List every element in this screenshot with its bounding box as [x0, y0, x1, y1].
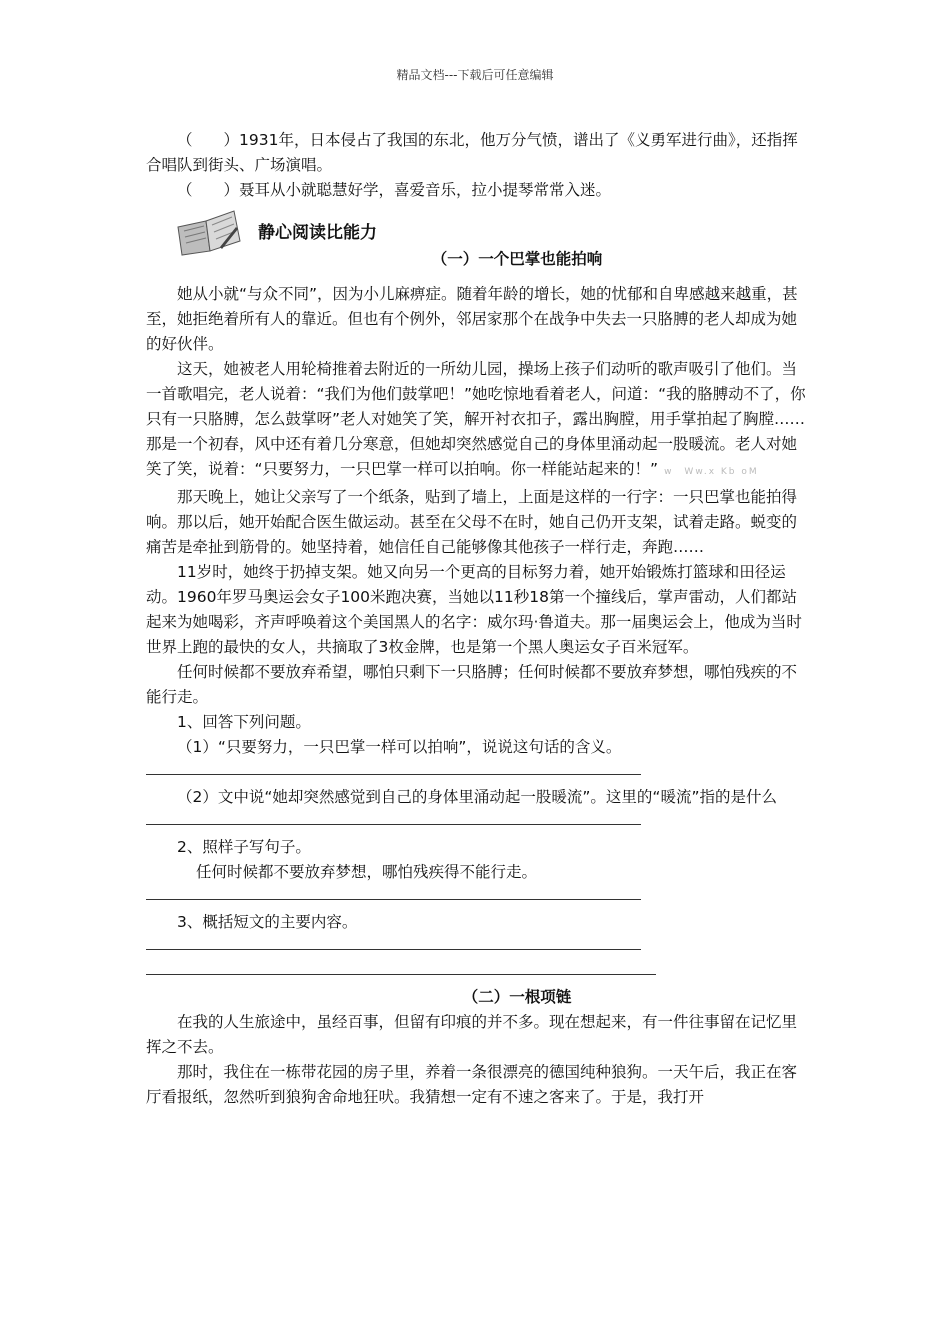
document-body	[146, 128, 808, 1110]
paragraph: 那时，我住在一栋带花园的房子里，养着一条很漂亮的德国纯种狼狗。一天午后，我正在客厅看报纸，忽然听到狼狗舍命地狂吠。我猜想一定有不速之客来了。于是，我打开	[146, 1063, 798, 1106]
paragraph: 她从小就“与众不同”，因为小儿麻痹症。随着年龄的增长，她的忧郁和自卑感越来越重，甚至，她拒绝着所有人的靠近。但也有个例外，邻居家那个在战争中失去一只胳膊的老人却成为她的好伙伴。	[146, 285, 798, 353]
section-heading	[146, 207, 808, 257]
questions	[146, 710, 808, 975]
question-1-1: （1）“只要努力，一只巴掌一样可以拍响”，说说这句话的含义。	[177, 738, 622, 756]
answer-paren[interactable]: （ ）	[177, 181, 240, 199]
answer-line[interactable]	[146, 810, 641, 825]
question-2-title: 2、照样子写句子。	[177, 838, 311, 856]
intro-item-text: 1931年，日本侵占了我国的东北，他万分气愤，谱出了《义勇军进行曲》，还指挥合唱队到街头、广场演唱。	[146, 131, 798, 174]
paragraph	[146, 357, 808, 485]
intro-item-2	[146, 178, 808, 203]
passage-1-title: （一）一个巴掌也能拍响	[431, 250, 603, 268]
question-2-example: 任何时候都不要放弃梦想，哪怕残疾得不能行走。	[196, 863, 538, 881]
answer-line[interactable]	[146, 760, 641, 775]
question-1-title: 1、回答下列问题。	[177, 713, 311, 731]
paragraph-text: 这天，她被老人用轮椅推着去附近的一所幼儿园，操场上孩子们动听的歌声吸引了他们。当一首歌唱完，老人说着：“我们为他们鼓掌吧！”她吃惊地看着老人，问道：“我的胳膊动不了，你只有一只胳膊，怎么鼓掌呀”老人对她笑了笑，解开衬衣扣子，露出胸膛，用手掌拍起了胸膛……那是一个初春，风中还有着几分寒意，但她却突然感觉自己的身体里涌动起一股暖流。老人对她笑了笑，说着：“只要努力，一只巴掌一样可以拍响。你一样能站起来的！”	[146, 360, 806, 478]
answer-line[interactable]	[146, 885, 641, 900]
paragraph: 那天晚上，她让父亲写了一个纸条，贴到了墙上，上面是这样的一行字：一只巴掌也能拍得响。那以后，她开始配合医生做运动。甚至在父母不在时，她自己仍开支架，试着走路。蜕变的痛苦是牵扯到筋骨的。她坚持着，她信任自己能够像其他孩子一样行走，奔跑……	[146, 488, 798, 556]
watermark: w Ww.x Kb oM	[664, 467, 759, 477]
intro-item-text: 聂耳从小就聪慧好学，喜爱音乐，拉小提琴常常入迷。	[239, 181, 612, 199]
paragraph: 任何时候都不要放弃希望，哪怕只剩下一只胳膊；任何时候都不要放弃梦想，哪怕残疾的不能行走。	[146, 663, 798, 706]
paragraph: 11岁时，她终于扔掉支架。她又向另一个更高的目标努力着，她开始锻炼打篮球和田径运动。1960年罗马奥运会女子100米跑决赛，当她以11秒18第一个撞线后，掌声雷动，人们都站起来为她喝彩，齐声呼唤着这个美国黑人的名字：威尔玛·鲁道夫。那一届奥运会上，他成为当时世界上跑的最快的女人，共摘取了3枚金牌，也是第一个黑人奥运女子百米冠军。	[146, 563, 802, 656]
paragraph: 在我的人生旅途中，虽经百事，但留有印痕的并不多。现在想起来，有一件往事留在记忆里挥之不去。	[146, 1013, 798, 1056]
question-3-title: 3、概括短文的主要内容。	[177, 913, 358, 931]
answer-paren[interactable]: （ ）	[177, 131, 240, 149]
answer-line[interactable]	[146, 935, 641, 950]
answer-line[interactable]	[146, 960, 656, 975]
question-1-2: （2）文中说“她却突然感觉到自己的身体里涌动起一股暖流”。这里的“暖流”指的是什么	[177, 788, 777, 806]
open-book-icon	[174, 207, 244, 257]
section-title: 静心阅读比能力	[258, 223, 377, 243]
intro-item-1	[146, 128, 808, 178]
passage-1-body	[146, 282, 808, 710]
passage-2-body	[146, 1010, 808, 1110]
passage-2-title: （二）一根项链	[462, 988, 572, 1006]
page-header: 精品文档---下载后可任意编辑	[396, 68, 554, 82]
